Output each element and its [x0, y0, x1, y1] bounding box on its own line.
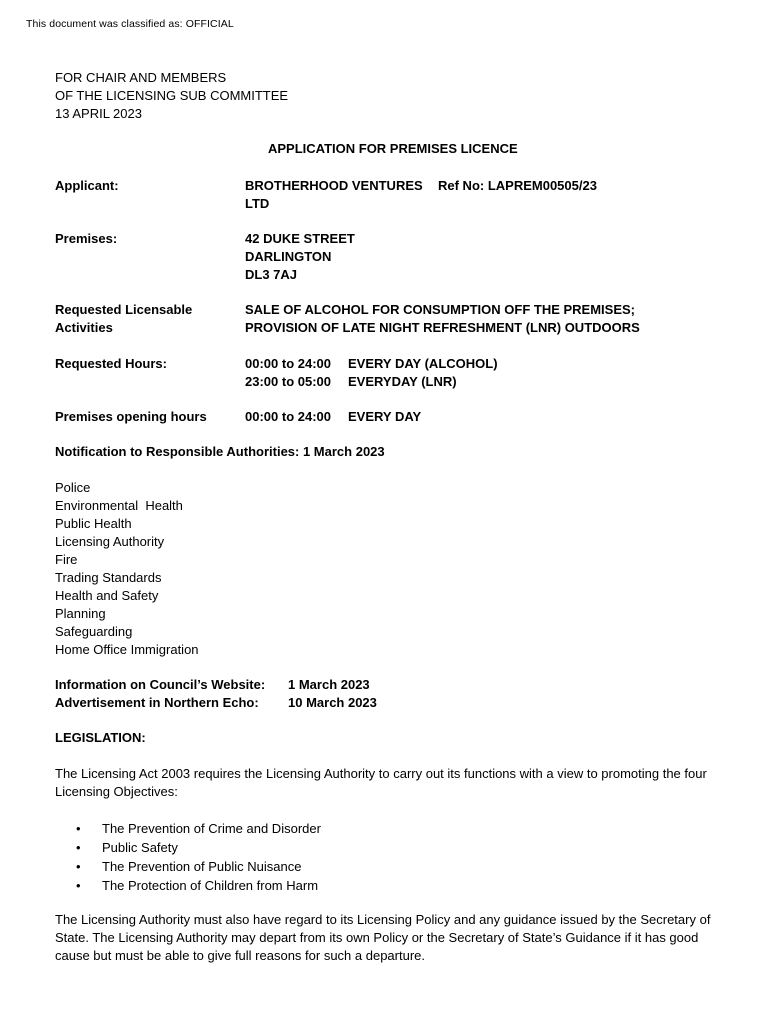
- hours-time: 00:00 to 24:00: [245, 409, 331, 424]
- activities-value: [245, 301, 640, 337]
- activities-row: [55, 301, 745, 337]
- addressee-line: FOR CHAIR AND MEMBERS: [55, 70, 227, 85]
- policy-paragraph: The Licensing Authority must also have regard to its Licensing Policy and any guidance issued by the Secretary of State. The Licensing Authority may depart from its own Policy or the Secretary of State’s Guidance if it has good cause but must be able to give full reasons for such a departure.: [55, 912, 711, 963]
- authorities-list: [55, 479, 199, 659]
- applicant-value: [245, 177, 423, 213]
- bullet-icon: •: [76, 878, 81, 893]
- objective-text: The Protection of Children from Harm: [102, 878, 319, 893]
- list-item: [76, 876, 321, 895]
- hours-time: 00:00 to 24:00: [245, 356, 331, 371]
- hours-days: EVERYDAY (LNR): [348, 374, 457, 389]
- premises-row: [55, 230, 745, 284]
- objective-text: The Prevention of Public Nuisance: [102, 859, 302, 874]
- hours-time: 23:00 to 05:00: [245, 374, 331, 389]
- classification-banner: This document was classified as: OFFICIAL: [26, 18, 234, 30]
- authority-item: Police: [55, 480, 91, 495]
- document-heading: APPLICATION FOR PREMISES LICENCE: [268, 141, 518, 156]
- authority-item: Safeguarding: [55, 624, 133, 639]
- opening-hours-row: [55, 408, 745, 426]
- activities-label-line: Activities: [55, 320, 113, 335]
- list-item: [76, 838, 321, 857]
- applicant-name-line: LTD: [245, 196, 270, 211]
- addressee-block: [55, 69, 288, 123]
- hours-line: [245, 408, 421, 426]
- notification-heading: Notification to Responsible Authorities: 1 March 2023: [55, 444, 385, 459]
- requested-hours-row: [55, 355, 745, 391]
- authority-item: Licensing Authority: [55, 534, 165, 549]
- legislation-paragraph: The Licensing Act 2003 requires the Licensing Authority to carry out its functions with a view to promoting the four Licensing Objectives:: [55, 766, 707, 799]
- address-line: DARLINGTON: [245, 249, 332, 264]
- bullet-icon: •: [76, 859, 81, 874]
- authority-item: Fire: [55, 552, 78, 567]
- authority-item: Trading Standards: [55, 570, 162, 585]
- licensing-objectives-list: [76, 819, 321, 895]
- authority-item: Home Office Immigration: [55, 642, 199, 657]
- applicant-row: [55, 177, 745, 213]
- applicant-name-line: BROTHERHOOD VENTURES: [245, 178, 423, 193]
- bullet-icon: •: [76, 821, 81, 836]
- objective-text: The Prevention of Crime and Disorder: [102, 821, 321, 836]
- address-line: 42 DUKE STREET: [245, 231, 355, 246]
- list-item: [76, 857, 321, 876]
- hours-line: [245, 373, 498, 391]
- advertisement-date: 10 March 2023: [288, 695, 377, 710]
- applicant-label: Applicant:: [55, 178, 119, 193]
- list-item: [76, 819, 321, 838]
- website-label: Information on Council’s Website:: [55, 677, 266, 692]
- opening-hours-label: Premises opening hours: [55, 409, 207, 424]
- address-line: DL3 7AJ: [245, 267, 298, 282]
- authority-item: Environmental Health: [55, 498, 183, 513]
- advertisement-line: [55, 694, 455, 712]
- activities-label: [55, 301, 192, 337]
- authority-item: Health and Safety: [55, 588, 159, 603]
- requested-hours-label: Requested Hours:: [55, 356, 167, 371]
- legislation-heading: LEGISLATION:: [55, 730, 146, 745]
- bullet-icon: •: [76, 840, 81, 855]
- website-date: 1 March 2023: [288, 677, 370, 692]
- activity-line: PROVISION OF LATE NIGHT REFRESHMENT (LNR) OUTDOORS: [245, 320, 640, 335]
- objective-text: Public Safety: [102, 840, 178, 855]
- advertisement-label: Advertisement in Northern Echo:: [55, 695, 259, 710]
- reference-number: Ref No: LAPREM00505/23: [438, 178, 597, 193]
- authority-item: Planning: [55, 606, 106, 621]
- activities-label-line: Requested Licensable: [55, 302, 193, 317]
- publication-block: [55, 676, 455, 712]
- authority-item: Public Health: [55, 516, 132, 531]
- addressee-line: OF THE LICENSING SUB COMMITTEE: [55, 88, 289, 103]
- activity-line: SALE OF ALCOHOL FOR CONSUMPTION OFF THE PREMISES;: [245, 302, 636, 317]
- premises-address: [245, 230, 355, 284]
- hours-line: [245, 355, 498, 373]
- hours-days: EVERY DAY: [348, 409, 422, 424]
- premises-label: Premises:: [55, 231, 118, 246]
- website-line: [55, 676, 455, 694]
- hours-days: EVERY DAY (ALCOHOL): [348, 356, 498, 371]
- opening-hours-value: [245, 408, 421, 426]
- report-date: 13 APRIL 2023: [55, 106, 142, 121]
- requested-hours-value: [245, 355, 498, 391]
